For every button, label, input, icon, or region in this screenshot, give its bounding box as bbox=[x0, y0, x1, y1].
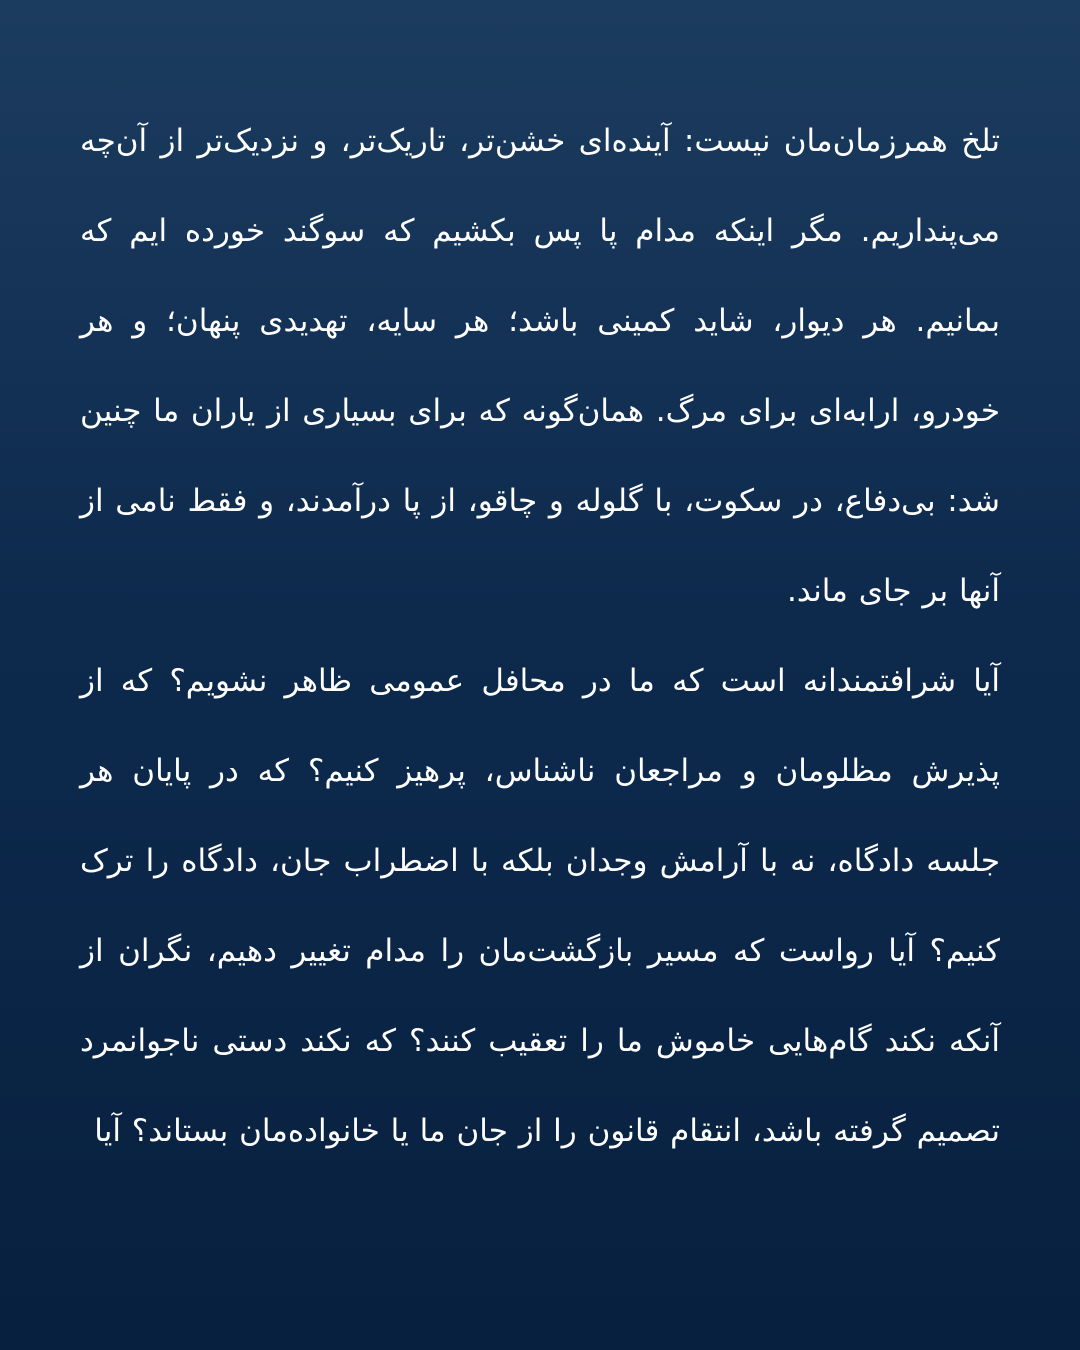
paragraph-2: آیا شرافتمندانه است که ما در محافل عمومی ظاهر نشویم؟ که از پذیرش مظلومان و مراجعان ناشناس، پرهیز کنیم؟ که در پایان هر جلسه دادگاه، نه با آرامش وجدان بلکه با اضطراب جان، دادگاه را ترک کنیم؟ آیا رواست که مسیر بازگشت‌مان را مدام تغییر دهیم، نگران از آنکه نکند گام‌هایی خاموش ما را تعقیب کنند؟ که نکند دستی ناجوانمرد تصمیم گرفته باشد، انتقام قانون را از جان ما یا خانواده‌مان بستاند؟ آیا bbox=[80, 663, 1000, 1149]
article-body bbox=[80, 96, 1000, 1176]
paragraph-1: تلخ همرزمان‌مان نیست: آینده‌ای خشن‌تر، تاریک‌تر، و نزدیک‌تر از آن‌چه می‌پنداریم. مگر اینکه مدام پا پس بکشیم که سوگند خورده ایم که بمانیم. هر دیوار، شاید کمینی باشد؛ هر سایه، تهدیدی پنهان؛ و هر خودرو، ارابه‌ای برای مرگ. همان‌گونه که برای بسیاری از یاران ما چنین شد: بی‌دفاع، در سکوت، با گلوله و چاقو، از پا درآمدند، و فقط نامی از آنها بر جای ماند. bbox=[80, 123, 1000, 609]
